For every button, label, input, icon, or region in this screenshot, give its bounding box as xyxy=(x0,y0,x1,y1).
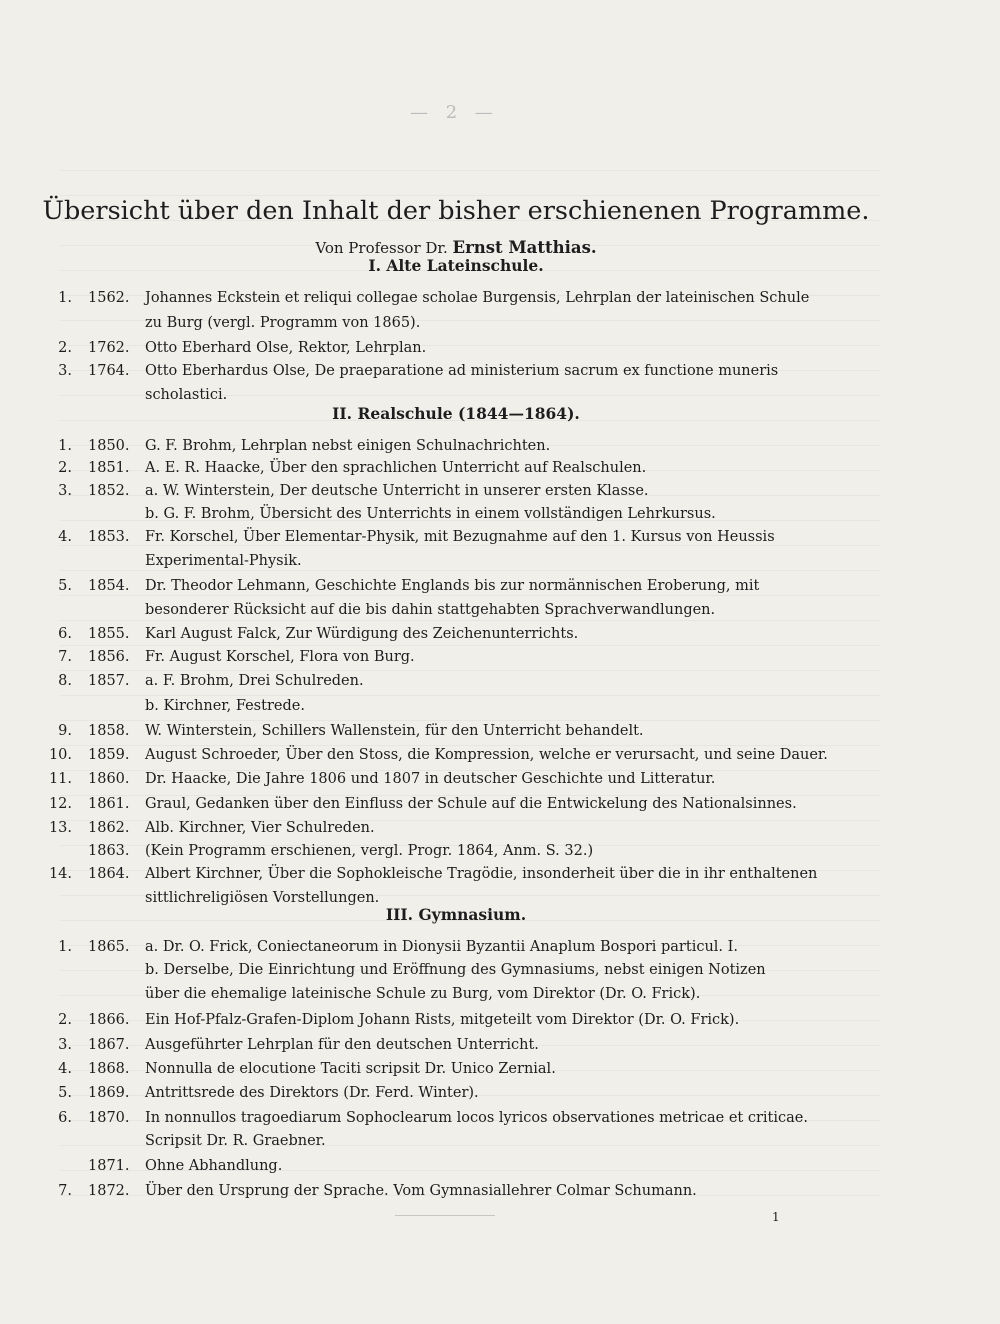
byline-prefix: Von Professor Dr. xyxy=(315,239,448,257)
byline xyxy=(0,238,912,257)
entry-year: 1859. xyxy=(88,747,130,763)
entry-year: 1864. xyxy=(88,866,130,882)
program-entry xyxy=(0,480,900,502)
program-entry-continuation xyxy=(0,599,900,621)
program-entry xyxy=(0,863,900,885)
entry-year: 1851. xyxy=(88,460,130,476)
entry-text: Johannes Eckstein et reliqui collegae scholae Burgensis, Lehrplan der lateinischen Schule xyxy=(145,290,810,306)
entry-text: Fr. August Korschel, Flora von Burg. xyxy=(145,649,415,665)
entry-text: zu Burg (vergl. Programm von 1865). xyxy=(145,315,421,331)
program-entry xyxy=(0,744,900,766)
program-entry xyxy=(0,720,900,742)
entry-year: 1872. xyxy=(88,1183,130,1199)
entry-year: 1869. xyxy=(88,1085,130,1101)
entry-year: 1867. xyxy=(88,1037,130,1053)
entry-number: 4. xyxy=(58,529,72,545)
entry-text: b. G. F. Brohm, Übersicht des Unterrichts in einem vollständigen Lehrkursus. xyxy=(145,506,716,522)
program-entry xyxy=(0,287,900,309)
entry-text: a. W. Winterstein, Der deutsche Unterricht in unserer ersten Klasse. xyxy=(145,483,649,499)
entry-number: 2. xyxy=(58,340,72,356)
entry-year: 1858. xyxy=(88,723,130,739)
program-entry xyxy=(0,360,900,382)
page-title: Übersicht über den Inhalt der bisher erschienenen Programme. xyxy=(42,196,870,226)
program-entry xyxy=(0,1082,900,1104)
entry-text: Otto Eberhard Olse, Rektor, Lehrplan. xyxy=(145,340,427,356)
entry-text: scholastici. xyxy=(145,387,228,403)
program-entry xyxy=(0,1107,900,1129)
entry-year: 1855. xyxy=(88,626,130,642)
program-entry xyxy=(0,526,900,548)
program-entry xyxy=(0,646,900,668)
entry-text: Experimental-Physik. xyxy=(145,553,302,569)
program-entry-continuation xyxy=(0,503,900,525)
entry-text: Albert Kirchner, Über die Sophokleische Tragödie, insonderheit über die in ihr enthaltenen xyxy=(145,866,818,882)
entry-number: 4. xyxy=(58,1061,72,1077)
entry-text: a. F. Brohm, Drei Schulreden. xyxy=(145,673,364,689)
entry-text: Nonnulla de elocutione Taciti scripsit Dr. Unico Zernial. xyxy=(145,1061,556,1077)
entry-number: 2. xyxy=(58,460,72,476)
entry-number: 8. xyxy=(58,673,72,689)
entry-year: 1562. xyxy=(88,290,130,306)
program-entry xyxy=(0,670,900,692)
section-heading: II. Realschule (1844—1864). xyxy=(332,404,580,423)
entry-number: 9. xyxy=(58,723,72,739)
entry-year: 1862. xyxy=(88,820,130,836)
entry-number: 5. xyxy=(58,578,72,594)
entry-year: 1762. xyxy=(88,340,130,356)
entry-text: besonderer Rücksicht auf die bis dahin stattgehabten Sprachverwandlungen. xyxy=(145,602,716,618)
entry-text: Dr. Haacke, Die Jahre 1806 und 1807 in deutscher Geschichte und Litteratur. xyxy=(145,771,716,787)
entry-text: Über den Ursprung der Sprache. Vom Gymnasiallehrer Colmar Schumann. xyxy=(145,1183,697,1199)
entry-number: 12. xyxy=(48,796,72,812)
entry-year: 1871. xyxy=(88,1158,130,1174)
author-name: Ernst Matthias. xyxy=(452,238,597,257)
entry-year: 1868. xyxy=(88,1061,130,1077)
entry-text: Alb. Kirchner, Vier Schulreden. xyxy=(145,820,375,836)
program-entry xyxy=(0,1155,900,1177)
entry-text: G. F. Brohm, Lehrplan nebst einigen Schulnachrichten. xyxy=(145,438,551,454)
entry-text: Ein Hof-Pfalz-Grafen-Diplom Johann Rists, mitgeteilt vom Direktor (Dr. O. Frick). xyxy=(145,1012,740,1028)
entry-year: 1860. xyxy=(88,771,130,787)
entry-text: sittlichreligiösen Vorstellungen. xyxy=(145,890,380,906)
entry-year: 1853. xyxy=(88,529,130,545)
entry-text: Antrittsrede des Direktors (Dr. Ferd. Winter). xyxy=(145,1085,479,1101)
entry-text: W. Winterstein, Schillers Wallenstein, für den Unterricht behandelt. xyxy=(145,723,644,739)
program-entry-continuation xyxy=(0,1130,900,1152)
entry-number: 7. xyxy=(58,1183,72,1199)
entry-year: 1852. xyxy=(88,483,130,499)
entry-year: 1857. xyxy=(88,673,130,689)
program-entry xyxy=(0,936,900,958)
signature-mark: 1 xyxy=(772,1210,780,1224)
program-entry xyxy=(0,623,900,645)
entry-text: Scripsit Dr. R. Graebner. xyxy=(145,1133,326,1149)
page-marker: — 2 — xyxy=(410,102,499,123)
entry-number: 11. xyxy=(48,771,72,787)
footer-rule xyxy=(395,1215,495,1216)
entry-number: 6. xyxy=(58,626,72,642)
entry-number: 2. xyxy=(58,1012,72,1028)
entry-number: 1. xyxy=(58,939,72,955)
program-entry xyxy=(0,457,900,479)
program-entry xyxy=(0,337,900,359)
entry-text: A. E. R. Haacke, Über den sprachlichen Unterricht auf Realschulen. xyxy=(145,460,647,476)
program-entry-continuation xyxy=(0,983,900,1005)
entry-text: b. Derselbe, Die Einrichtung und Eröffnung des Gymnasiums, nebst einigen Notizen xyxy=(145,962,766,978)
section-heading: III. Gymnasium. xyxy=(385,905,527,924)
entry-text: Fr. Korschel, Über Elementar-Physik, mit Bezugnahme auf den 1. Kursus von Heussis xyxy=(145,529,775,545)
entry-year: 1856. xyxy=(88,649,130,665)
entry-year: 1866. xyxy=(88,1012,130,1028)
entry-text: über die ehemalige lateinische Schule zu Burg, vom Direktor (Dr. O. Frick). xyxy=(145,986,701,1002)
entry-year: 1861. xyxy=(88,796,130,812)
program-entry xyxy=(0,793,900,815)
entry-year: 1764. xyxy=(88,363,130,379)
entry-text: Ohne Abhandlung. xyxy=(145,1158,283,1174)
program-entry-continuation xyxy=(0,312,900,334)
entry-year: 1854. xyxy=(88,578,130,594)
entry-year: 1865. xyxy=(88,939,130,955)
entry-text: b. Kirchner, Festrede. xyxy=(145,698,305,714)
entry-number: 1. xyxy=(58,438,72,454)
entry-text: Graul, Gedanken über den Einfluss der Schule auf die Entwickelung des Nationalsinnes. xyxy=(145,796,797,812)
entry-year: 1863. xyxy=(88,843,130,859)
entry-number: 6. xyxy=(58,1110,72,1126)
entry-text: a. Dr. O. Frick, Coniectaneorum in Dionysii Byzantii Anaplum Bospori particul. I. xyxy=(145,939,738,955)
entry-number: 3. xyxy=(58,483,72,499)
entry-year: 1870. xyxy=(88,1110,130,1126)
program-entry xyxy=(0,768,900,790)
program-entry xyxy=(0,435,900,457)
entry-number: 3. xyxy=(58,1037,72,1053)
entry-number: 5. xyxy=(58,1085,72,1101)
entry-year: 1850. xyxy=(88,438,130,454)
program-entry-continuation xyxy=(0,695,900,717)
entry-number: 14. xyxy=(48,866,72,882)
program-entry xyxy=(0,817,900,839)
entry-text: (Kein Programm erschienen, vergl. Progr. 1864, Anm. S. 32.) xyxy=(145,843,594,859)
entry-number: 3. xyxy=(58,363,72,379)
entry-text: Ausgeführter Lehrplan für den deutschen Unterricht. xyxy=(145,1037,539,1053)
entry-number: 13. xyxy=(48,820,72,836)
program-entry xyxy=(0,1034,900,1056)
entry-number: 10. xyxy=(48,747,72,763)
program-entry xyxy=(0,575,900,597)
entry-text: Otto Eberhardus Olse, De praeparatione ad ministerium sacrum ex functione muneris xyxy=(145,363,779,379)
section-heading: I. Alte Lateinschule. xyxy=(368,256,544,275)
program-entry-continuation xyxy=(0,550,900,572)
entry-text: Karl August Falck, Zur Würdigung des Zeichenunterrichts. xyxy=(145,626,579,642)
program-entry-continuation xyxy=(0,384,900,406)
entry-text: In nonnullos tragoediarum Sophoclearum locos lyricos observationes metricae et criticae. xyxy=(145,1110,808,1126)
entry-text: August Schroeder, Über den Stoss, die Kompression, welche er verursacht, und seine Dauer. xyxy=(145,747,828,763)
program-entry xyxy=(0,840,900,862)
program-entry-continuation xyxy=(0,959,900,981)
program-entry xyxy=(0,1180,900,1202)
program-entry xyxy=(0,1009,900,1031)
program-entry xyxy=(0,1058,900,1080)
entry-text: Dr. Theodor Lehmann, Geschichte Englands bis zur normännischen Eroberung, mit xyxy=(145,578,760,594)
entry-number: 7. xyxy=(58,649,72,665)
entry-number: 1. xyxy=(58,290,72,306)
